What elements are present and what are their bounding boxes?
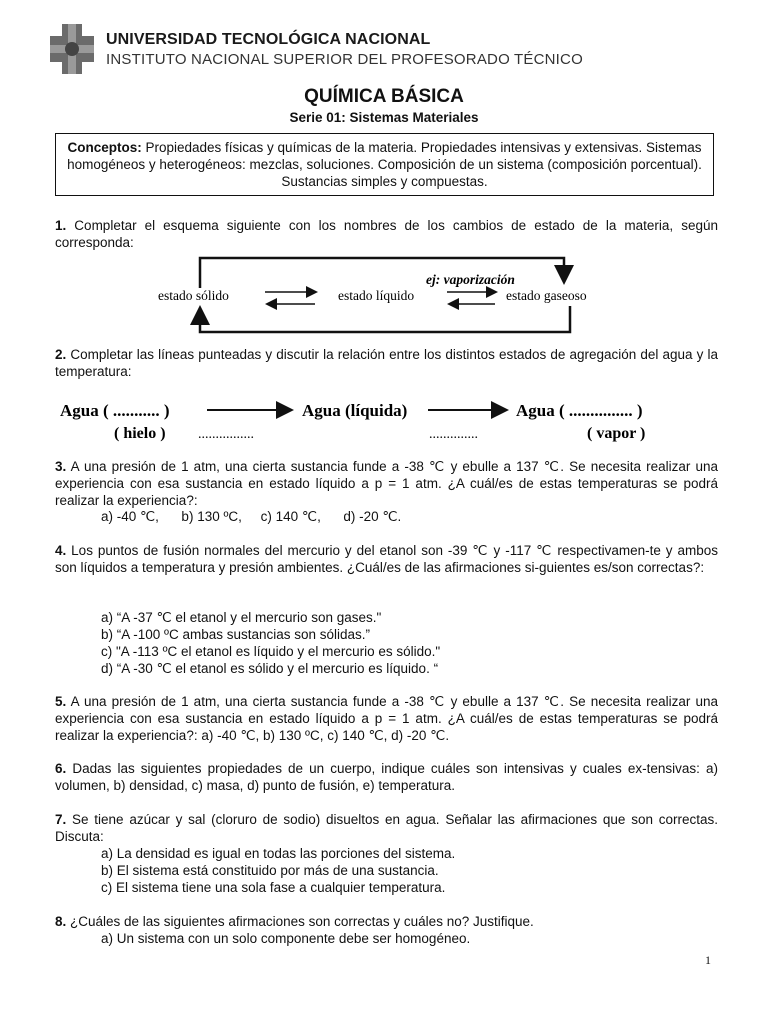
university-name: UNIVERSIDAD TECNOLÓGICA NACIONAL [106, 31, 431, 48]
dots-2: .............. [429, 427, 478, 442]
question-text: Dadas las siguientes propiedades de un cuerpo, indique cuáles son intensivas y cuales ex-tensivas: a) volumen, b) densidad, c) masa, d) punto de fusión, e) temperatura. [55, 761, 718, 793]
question-1 [55, 217, 718, 251]
question-number: 2. [55, 347, 67, 362]
question-text: Completar las líneas punteadas y discutir la relación entre los distintos estados de agregación del agua y la temperatura: [55, 347, 718, 379]
page-subtitle: Serie 01: Sistemas Materiales [289, 110, 479, 125]
question-number: 7. [55, 812, 67, 827]
q8-option-a: a) Un sistema con un solo componente debe ser homogéneo. [101, 931, 471, 946]
question-number: 5. [55, 694, 67, 709]
water-right: Agua ( ............... ) [516, 401, 643, 420]
q4-option-d: d) “A -30 ℃ el etanol es sólido y el mercurio es líquido. “ [101, 661, 439, 676]
q4-option-c: c) "A -113 ºC el etanol es líquido y el mercurio es sólido." [101, 644, 441, 659]
question-text: A una presión de 1 atm, una cierta sustancia funde a -38 ℃ y ebulle a 137 ℃. Se necesita realizar una experiencia con esa sustancia en estado líquido a p = 1 atm. ¿A cuál/es de estas temperaturas se podrá realizar la experiencia?: [55, 459, 718, 508]
water-left: Agua ( ........... ) [60, 401, 170, 420]
question-2 [55, 346, 718, 380]
q4-option-b: b) “A -100 ºC ambas sustancias son sólidas.” [101, 627, 371, 642]
question-number: 3. [55, 459, 67, 474]
question-text: A una presión de 1 atm, una cierta sustancia funde a -38 ℃ y ebulle a 137 ℃. Se necesita realizar una experiencia con esa sustancia en estado líquido a p = 1 atm. ¿A cuál/es de estas temperaturas se podrá realizar la experiencia?: a) -40 ℃, b) 130 ºC, c) 140 ℃, d) -20 ℃. [55, 694, 718, 743]
question-number: 6. [55, 761, 67, 776]
question-5 [55, 693, 718, 744]
q7-option-a: a) La densidad es igual en todas las porciones del sistema. [101, 846, 456, 861]
label-liquid: estado líquido [338, 288, 415, 303]
question-number: 4. [55, 543, 67, 558]
q3-options: a) -40 ℃, b) 130 ºC, c) 140 ℃, d) -20 ℃. [101, 509, 402, 524]
utn-logo [50, 24, 94, 74]
label-example: ej: vaporización [426, 272, 515, 287]
concepts-label: Conceptos: [67, 140, 142, 155]
water-middle: Agua (líquida) [302, 401, 408, 420]
question-text: Se tiene azúcar y sal (cloruro de sodio) disueltos en agua. Señalar las afirmaciones que son correctas. Discuta: [55, 812, 718, 844]
water-states-diagram [50, 394, 690, 444]
dots-1: ................ [198, 427, 254, 442]
question-text: ¿Cuáles de las siguientes afirmaciones son correctas y cuáles no? Justifique. [66, 914, 534, 929]
question-7 [55, 811, 718, 845]
page-number: 1 [705, 953, 711, 967]
question-8 [55, 913, 718, 930]
q7-option-b: b) El sistema está constituido por más de una sustancia. [101, 863, 439, 878]
question-number: 8. [55, 914, 67, 929]
institute-name: INSTITUTO NACIONAL SUPERIOR DEL PROFESORADO TÉCNICO [106, 51, 583, 68]
question-number: 1. [55, 218, 67, 233]
label-vapor: ( vapor ) [587, 425, 646, 442]
q7-option-c: c) El sistema tiene una sola fase a cualquier temperatura. [101, 880, 446, 895]
loop-bottom-line [200, 306, 570, 332]
label-gas: estado gaseoso [506, 288, 587, 303]
label-solid: estado sólido [158, 288, 229, 303]
question-3 [55, 458, 718, 509]
question-6 [55, 760, 718, 794]
question-text: Completar el esquema siguiente con los nombres de los cambios de estado de la materia, según corresponda: [55, 218, 718, 250]
concepts-box [55, 133, 714, 196]
label-hielo: ( hielo ) [114, 425, 166, 442]
question-4 [55, 542, 718, 576]
question-text: Los puntos de fusión normales del mercurio y del etanol son -39 ℃ y -117 ℃ respectivamen-te y ambos son líquidos a temperatura y presión ambientes. ¿Cuál/es de las afirmaciones si-guientes es/son correctas?: [55, 543, 718, 575]
q4-option-a: a) “A -37 ℃ el etanol y el mercurio son gases." [101, 610, 382, 625]
state-change-diagram [150, 248, 620, 340]
page-title: QUÍMICA BÁSICA [304, 86, 464, 107]
concepts-text: Propiedades físicas y químicas de la materia. Propiedades intensivas y extensivas. Sistemas homogéneos y heterogéneos: mezclas, soluciones. Composición de un sistema (composición porcentual). Sustancias simples y compuestas. [67, 140, 702, 189]
